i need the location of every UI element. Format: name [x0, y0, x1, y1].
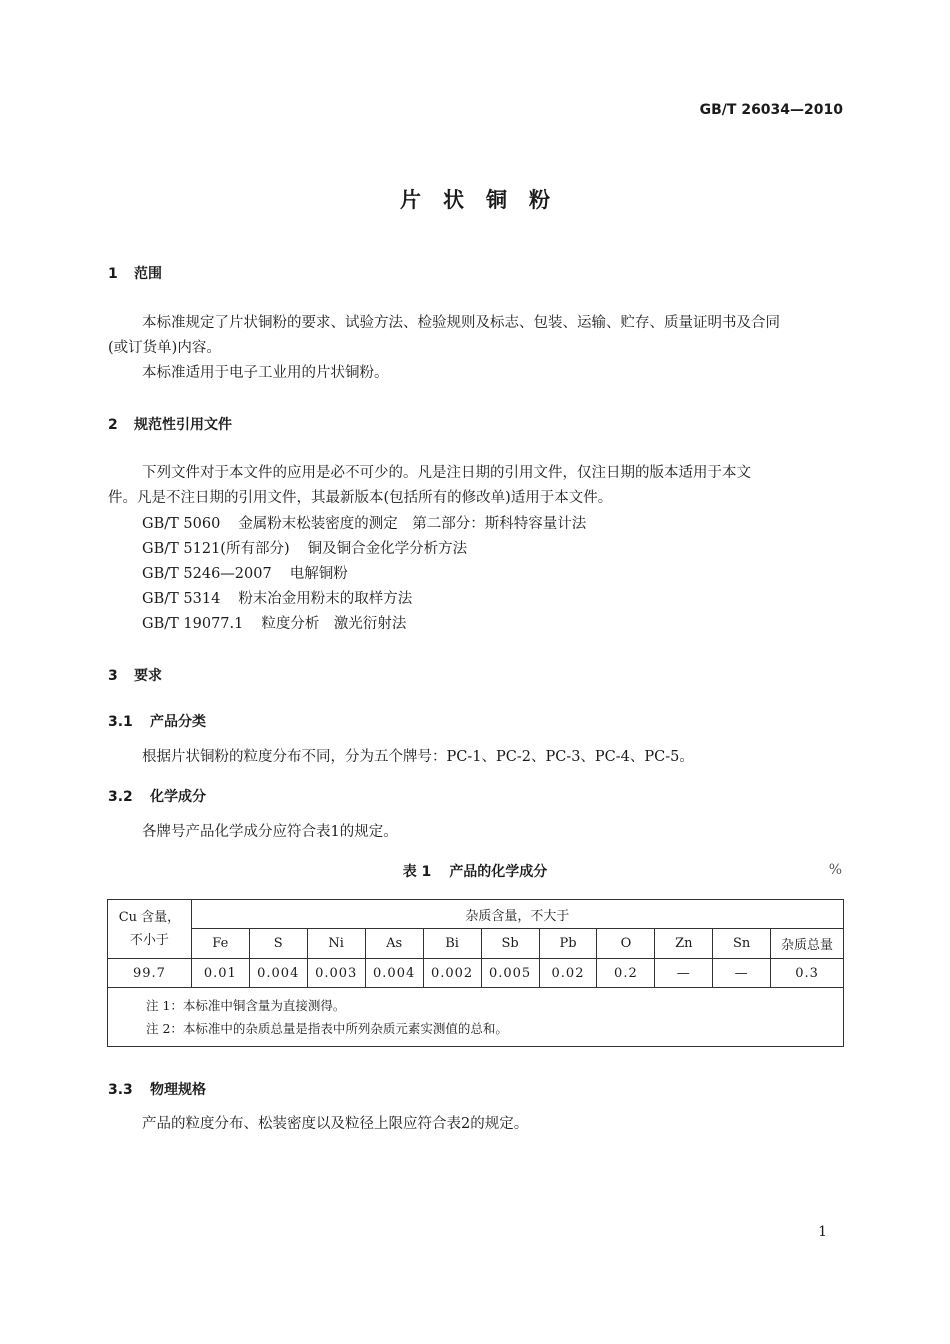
- table-cell: 0.003: [307, 959, 365, 988]
- subsection-title: 物理规格: [150, 1082, 206, 1098]
- section-3-3-heading: [108, 1079, 206, 1099]
- column-header: Sn: [713, 929, 771, 959]
- table-caption-title: 产品的化学成分: [449, 864, 548, 880]
- reference-code: GB/T 19077.1: [142, 616, 244, 632]
- reference-code: GB/T 5060: [142, 516, 221, 532]
- table-cell: 0.005: [481, 959, 539, 988]
- column-header: As: [365, 929, 423, 959]
- table-cell: 0.3: [771, 959, 844, 988]
- table-1-caption: [0, 861, 950, 881]
- reference-item: [142, 587, 412, 608]
- cu-header-line-2: 不小于: [129, 933, 169, 948]
- section-3-3-paragraph: 产品的粒度分布、松装密度以及粒径上限应符合表2的规定。: [142, 1116, 529, 1132]
- reference-title: 粉末冶金用粉末的取样方法: [238, 591, 413, 607]
- reference-code: GB/T 5121(所有部分): [142, 541, 290, 557]
- section-3-1-heading: [108, 711, 206, 731]
- column-header: Ni: [307, 929, 365, 959]
- chemical-composition-table: [107, 899, 844, 1047]
- subsection-title: 产品分类: [150, 714, 206, 730]
- table-notes: [108, 988, 844, 1047]
- section-number: 1: [108, 266, 118, 282]
- section-title: 规范性引用文件: [134, 417, 232, 433]
- reference-item: [142, 562, 348, 583]
- section-number: 3: [108, 668, 118, 684]
- column-header: S: [249, 929, 307, 959]
- section-2-heading: [108, 414, 232, 434]
- subsection-number: 3.2: [108, 789, 133, 805]
- impurity-header: 杂质含量，不大于: [191, 900, 843, 929]
- document-title: 片状铜粉: [400, 188, 572, 212]
- cu-content-header: [108, 900, 192, 959]
- section-3-1-paragraph: 根据片状铜粉的粒度分布不同，分为五个牌号：PC-1、PC-2、PC-3、PC-4、PC-5。: [142, 749, 694, 765]
- column-header: Pb: [539, 929, 597, 959]
- table-unit-label: %: [828, 862, 842, 878]
- standard-number: GB/T 26034—2010: [699, 102, 843, 118]
- section-title: 要求: [134, 668, 162, 684]
- reference-code: GB/T 5314: [142, 591, 221, 607]
- section-number: 2: [108, 417, 118, 433]
- section-title: 范围: [134, 266, 162, 282]
- table-cell: 0.02: [539, 959, 597, 988]
- table-caption-number: 表 1: [402, 864, 432, 880]
- table-note: 注 1：本标准中铜含量为直接测得。: [146, 998, 346, 1013]
- section-3-2-heading: [108, 786, 206, 806]
- column-header: Fe: [191, 929, 249, 959]
- section-1-heading: [108, 263, 162, 283]
- subsection-number: 3.3: [108, 1082, 133, 1098]
- reference-title: 电解铜粉: [289, 566, 348, 582]
- cu-value-cell: 99.7: [108, 959, 192, 988]
- cu-header-line-1: Cu 含量，: [118, 910, 181, 925]
- table-subheader-row: [108, 929, 844, 959]
- table-cell: —: [713, 959, 771, 988]
- reference-title: 金属粉末松装密度的测定 第二部分：斯科特容量计法: [238, 516, 587, 532]
- section-1-paragraph-1-line-1: 本标准规定了片状铜粉的要求、试验方法、检验规则及标志、包装、运输、贮存、质量证明书及合同: [142, 315, 780, 331]
- table-cell: 0.004: [365, 959, 423, 988]
- subsection-title: 化学成分: [150, 789, 206, 805]
- table-cell: —: [655, 959, 713, 988]
- section-3-heading: [108, 665, 162, 685]
- reference-code: GB/T 5246—2007: [142, 566, 272, 582]
- reference-title: 铜及铜合金化学分析方法: [307, 541, 468, 557]
- subsection-number: 3.1: [108, 714, 133, 730]
- column-header: Zn: [655, 929, 713, 959]
- reference-item: [142, 612, 406, 633]
- table-cell: 0.004: [249, 959, 307, 988]
- column-header: Sb: [481, 929, 539, 959]
- table-note: 注 2：本标准中的杂质总量是指表中所列杂质元素实测值的总和。: [146, 1021, 508, 1036]
- section-1-paragraph-2: 本标准适用于电子工业用的片状铜粉。: [142, 365, 389, 381]
- table-row: [108, 959, 844, 988]
- table-notes-row: [108, 988, 844, 1047]
- reference-item: [142, 512, 586, 533]
- reference-title: 粒度分析 激光衍射法: [261, 616, 407, 632]
- column-header: O: [597, 929, 655, 959]
- section-1-paragraph-1-line-2: (或订货单)内容。: [108, 340, 221, 356]
- table-cell: 0.2: [597, 959, 655, 988]
- column-header: Bi: [423, 929, 481, 959]
- column-header: 杂质总量: [771, 929, 844, 959]
- table-cell: 0.002: [423, 959, 481, 988]
- table-cell: 0.01: [191, 959, 249, 988]
- reference-item: [142, 537, 467, 558]
- section-2-paragraph-line-2: 件。凡是不注日期的引用文件，其最新版本(包括所有的修改单)适用于本文件。: [108, 490, 613, 506]
- section-3-2-paragraph: 各牌号产品化学成分应符合表1的规定。: [142, 824, 398, 840]
- section-2-paragraph-line-1: 下列文件对于本文件的应用是必不可少的。凡是注日期的引用文件，仅注日期的版本适用于本文: [142, 465, 751, 481]
- page-number: 1: [818, 1224, 827, 1240]
- table-header-row: [108, 900, 844, 929]
